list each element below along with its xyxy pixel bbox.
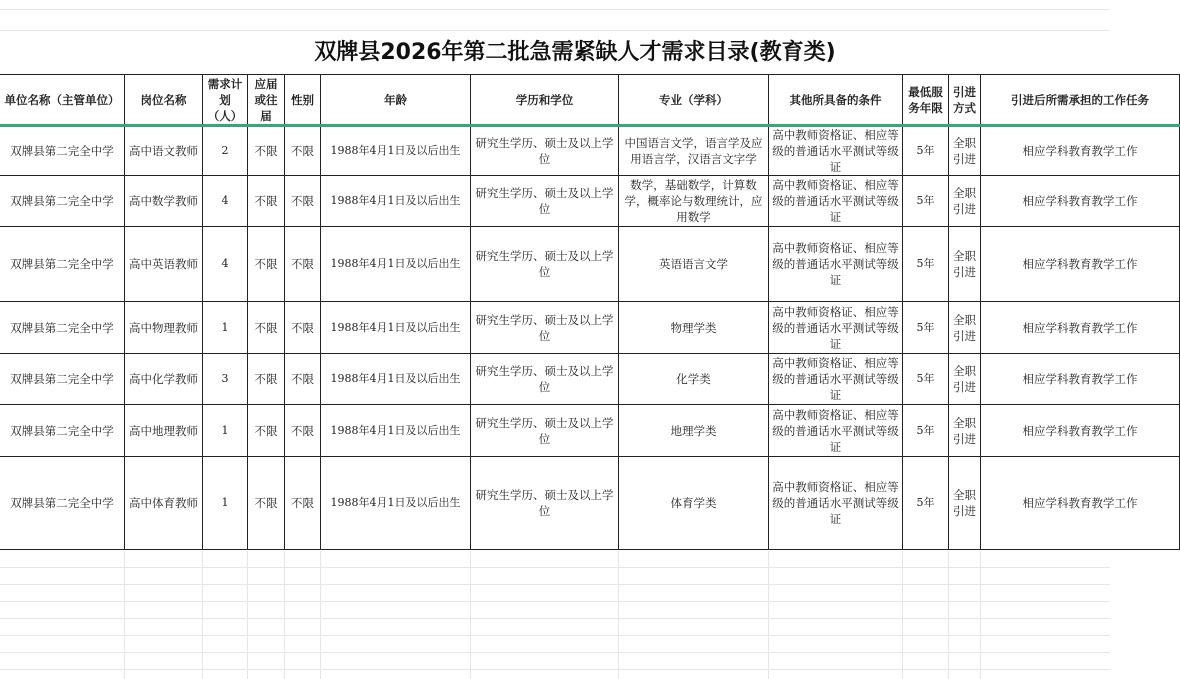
cell-min-service[interactable]: 5年 bbox=[903, 126, 949, 176]
header-other-conditions[interactable]: 其他所具备的条件 bbox=[769, 75, 903, 126]
cell-plan-count[interactable]: 1 bbox=[203, 405, 248, 457]
table-row bbox=[0, 176, 1180, 227]
table-row bbox=[0, 457, 1180, 550]
data-table bbox=[0, 74, 1180, 550]
cell-position[interactable]: 高中语文教师 bbox=[125, 126, 203, 176]
cell-duties[interactable]: 相应学科教育教学工作 bbox=[981, 302, 1180, 354]
header-major[interactable]: 专业（学科） bbox=[619, 75, 769, 126]
cell-major[interactable]: 英语语言文学 bbox=[619, 227, 769, 302]
cell-graduate-type[interactable]: 不限 bbox=[248, 126, 285, 176]
cell-min-service[interactable]: 5年 bbox=[903, 457, 949, 550]
grid-line bbox=[124, 551, 125, 679]
grid-line bbox=[980, 551, 981, 679]
cell-plan-count[interactable]: 1 bbox=[203, 302, 248, 354]
cell-gender[interactable]: 不限 bbox=[285, 354, 321, 405]
grid-line bbox=[284, 551, 285, 679]
header-position[interactable]: 岗位名称 bbox=[125, 75, 203, 126]
header-graduate-type[interactable]: 应届或往届 bbox=[248, 75, 285, 126]
cell-gender[interactable]: 不限 bbox=[285, 176, 321, 227]
grid-line bbox=[618, 551, 619, 679]
cell-intro-method[interactable]: 全职引进 bbox=[949, 405, 981, 457]
table-row bbox=[0, 126, 1180, 176]
cell-plan-count[interactable]: 1 bbox=[203, 457, 248, 550]
cell-other-conditions[interactable]: 高中教师资格证、相应等级的普通话水平测试等级证 bbox=[769, 227, 903, 302]
grid-line bbox=[902, 551, 903, 679]
cell-major[interactable]: 化学类 bbox=[619, 354, 769, 405]
cell-unit[interactable]: 双牌县第二完全中学 bbox=[0, 126, 125, 176]
cell-graduate-type[interactable]: 不限 bbox=[248, 405, 285, 457]
cell-intro-method[interactable]: 全职引进 bbox=[949, 126, 981, 176]
header-unit[interactable]: 单位名称（主管单位） bbox=[0, 75, 125, 126]
table-row bbox=[0, 302, 1180, 354]
cell-age[interactable]: 1988年4月1日及以后出生 bbox=[321, 227, 471, 302]
cell-age[interactable]: 1988年4月1日及以后出生 bbox=[321, 176, 471, 227]
header-duties[interactable]: 引进后所需承担的工作任务 bbox=[981, 75, 1180, 126]
cell-intro-method[interactable]: 全职引进 bbox=[949, 227, 981, 302]
cell-duties[interactable]: 相应学科教育教学工作 bbox=[981, 405, 1180, 457]
cell-education[interactable]: 研究生学历、硕士及以上学位 bbox=[471, 227, 619, 302]
cell-duties[interactable]: 相应学科教育教学工作 bbox=[981, 457, 1180, 550]
cell-age[interactable]: 1988年4月1日及以后出生 bbox=[321, 302, 471, 354]
header-intro-method[interactable]: 引进方式 bbox=[949, 75, 981, 126]
cell-education[interactable]: 研究生学历、硕士及以上学位 bbox=[471, 176, 619, 227]
cell-position[interactable]: 高中物理教师 bbox=[125, 302, 203, 354]
cell-education[interactable]: 研究生学历、硕士及以上学位 bbox=[471, 405, 619, 457]
cell-plan-count[interactable]: 4 bbox=[203, 176, 248, 227]
cell-duties[interactable]: 相应学科教育教学工作 bbox=[981, 126, 1180, 176]
cell-gender[interactable]: 不限 bbox=[285, 227, 321, 302]
cell-unit[interactable]: 双牌县第二完全中学 bbox=[0, 176, 125, 227]
header-plan-count[interactable]: 需求计划（人） bbox=[203, 75, 248, 126]
cell-education[interactable]: 研究生学历、硕士及以上学位 bbox=[471, 457, 619, 550]
cell-major[interactable]: 地理学类 bbox=[619, 405, 769, 457]
cell-min-service[interactable]: 5年 bbox=[903, 227, 949, 302]
header-min-service[interactable]: 最低服务年限 bbox=[903, 75, 949, 126]
cell-other-conditions[interactable]: 高中教师资格证、相应等级的普通话水平测试等级证 bbox=[769, 126, 903, 176]
cell-other-conditions[interactable]: 高中教师资格证、相应等级的普通话水平测试等级证 bbox=[769, 354, 903, 405]
cell-other-conditions[interactable]: 高中教师资格证、相应等级的普通话水平测试等级证 bbox=[769, 405, 903, 457]
cell-other-conditions[interactable]: 高中教师资格证、相应等级的普通话水平测试等级证 bbox=[769, 302, 903, 354]
cell-position[interactable]: 高中体育教师 bbox=[125, 457, 203, 550]
cell-min-service[interactable]: 5年 bbox=[903, 302, 949, 354]
cell-unit[interactable]: 双牌县第二完全中学 bbox=[0, 227, 125, 302]
empty-grid[interactable] bbox=[0, 551, 1110, 679]
cell-unit[interactable]: 双牌县第二完全中学 bbox=[0, 302, 125, 354]
cell-education[interactable]: 研究生学历、硕士及以上学位 bbox=[471, 126, 619, 176]
cell-other-conditions[interactable]: 高中教师资格证、相应等级的普通话水平测试等级证 bbox=[769, 457, 903, 550]
cell-education[interactable]: 研究生学历、硕士及以上学位 bbox=[471, 302, 619, 354]
header-row bbox=[0, 75, 1180, 126]
cell-gender[interactable]: 不限 bbox=[285, 457, 321, 550]
cell-major[interactable]: 体育学类 bbox=[619, 457, 769, 550]
table-row bbox=[0, 354, 1180, 405]
cell-min-service[interactable]: 5年 bbox=[903, 405, 949, 457]
cell-plan-count[interactable]: 3 bbox=[203, 354, 248, 405]
cell-graduate-type[interactable]: 不限 bbox=[248, 302, 285, 354]
cell-intro-method[interactable]: 全职引进 bbox=[949, 354, 981, 405]
cell-graduate-type[interactable]: 不限 bbox=[248, 457, 285, 550]
cell-intro-method[interactable]: 全职引进 bbox=[949, 457, 981, 550]
header-gender[interactable]: 性别 bbox=[285, 75, 321, 126]
cell-gender[interactable]: 不限 bbox=[285, 126, 321, 176]
cell-gender[interactable]: 不限 bbox=[285, 302, 321, 354]
cell-duties[interactable]: 相应学科教育教学工作 bbox=[981, 227, 1180, 302]
cell-graduate-type[interactable]: 不限 bbox=[248, 227, 285, 302]
grid-line bbox=[768, 551, 769, 679]
cell-plan-count[interactable]: 2 bbox=[203, 126, 248, 176]
cell-major[interactable]: 数学，基础数学，计算数学，概率论与数理统计，应用数学 bbox=[619, 176, 769, 227]
cell-position[interactable]: 高中化学教师 bbox=[125, 354, 203, 405]
cell-unit[interactable]: 双牌县第二完全中学 bbox=[0, 354, 125, 405]
cell-age[interactable]: 1988年4月1日及以后出生 bbox=[321, 126, 471, 176]
cell-duties[interactable]: 相应学科教育教学工作 bbox=[981, 176, 1180, 227]
grid-line bbox=[320, 551, 321, 679]
table-row bbox=[0, 227, 1180, 302]
cell-unit[interactable]: 双牌县第二完全中学 bbox=[0, 405, 125, 457]
header-age[interactable]: 年龄 bbox=[321, 75, 471, 126]
cell-major[interactable]: 中国语言文学，语言学及应用语言学，汉语言文字学 bbox=[619, 126, 769, 176]
cell-position[interactable]: 高中英语教师 bbox=[125, 227, 203, 302]
cell-gender[interactable]: 不限 bbox=[285, 405, 321, 457]
header-education[interactable]: 学历和学位 bbox=[471, 75, 619, 126]
cell-intro-method[interactable]: 全职引进 bbox=[949, 176, 981, 227]
cell-graduate-type[interactable]: 不限 bbox=[248, 176, 285, 227]
cell-major[interactable]: 物理学类 bbox=[619, 302, 769, 354]
grid-line bbox=[202, 551, 203, 679]
cell-education[interactable]: 研究生学历、硕士及以上学位 bbox=[471, 354, 619, 405]
cell-other-conditions[interactable]: 高中教师资格证、相应等级的普通话水平测试等级证 bbox=[769, 176, 903, 227]
cell-min-service[interactable]: 5年 bbox=[903, 354, 949, 405]
cell-min-service[interactable]: 5年 bbox=[903, 176, 949, 227]
grid-line bbox=[470, 551, 471, 679]
cell-age[interactable]: 1988年4月1日及以后出生 bbox=[321, 354, 471, 405]
cell-unit[interactable]: 双牌县第二完全中学 bbox=[0, 457, 125, 550]
cell-position[interactable]: 高中地理教师 bbox=[125, 405, 203, 457]
cell-age[interactable]: 1988年4月1日及以后出生 bbox=[321, 457, 471, 550]
cell-intro-method[interactable]: 全职引进 bbox=[949, 302, 981, 354]
table-row bbox=[0, 405, 1180, 457]
cell-graduate-type[interactable]: 不限 bbox=[248, 354, 285, 405]
cell-duties[interactable]: 相应学科教育教学工作 bbox=[981, 354, 1180, 405]
cell-plan-count[interactable]: 4 bbox=[203, 227, 248, 302]
grid-line bbox=[0, 9, 1110, 10]
grid-line bbox=[247, 551, 248, 679]
sheet-title[interactable]: 双牌县2026年第二批急需紧缺人才需求目录(教育类) bbox=[314, 40, 836, 65]
grid-line bbox=[948, 551, 949, 679]
cell-age[interactable]: 1988年4月1日及以后出生 bbox=[321, 405, 471, 457]
cell-position[interactable]: 高中数学教师 bbox=[125, 176, 203, 227]
